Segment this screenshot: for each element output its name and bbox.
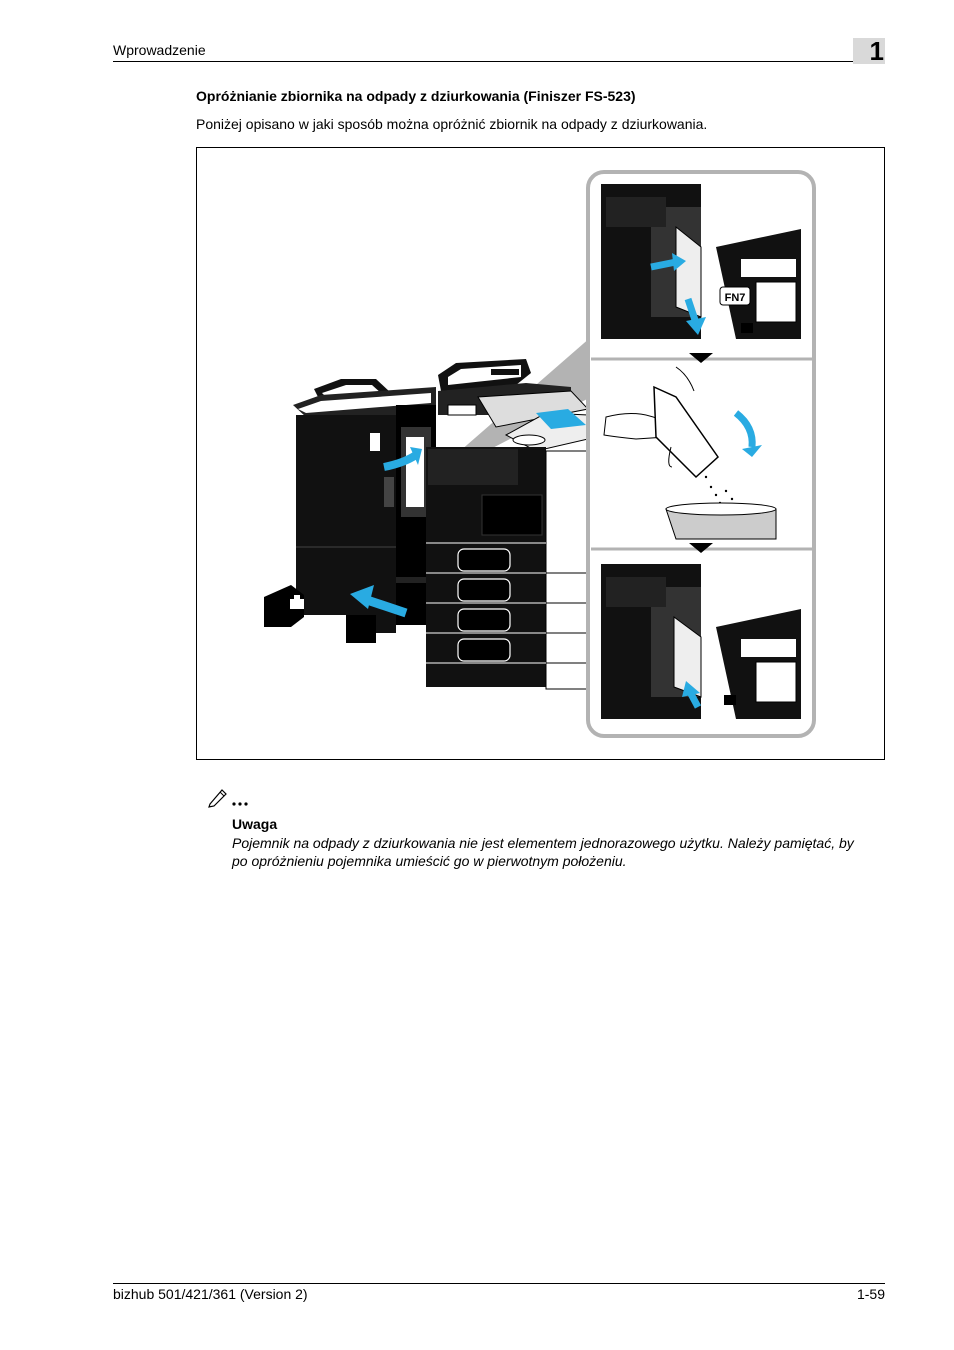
footer-rule bbox=[113, 1283, 885, 1284]
procedure-illustration bbox=[196, 147, 885, 760]
note-title: Uwaga bbox=[232, 816, 278, 832]
note-text bbox=[232, 834, 892, 870]
fn7-callout-label: FN7 bbox=[724, 292, 746, 304]
note-pencil-icon bbox=[208, 786, 250, 808]
page-number: 1-59 bbox=[856, 1286, 885, 1302]
running-header: Wprowadzenie bbox=[113, 42, 206, 58]
note-line-1: Pojemnik na odpady z dziurkowania nie jest elementem jednorazowego użytku. Należy pamiętać, by bbox=[232, 835, 854, 851]
section-title: Opróżnianie zbiornika na odpady z dziurkowania (Finiszer FS-523) bbox=[196, 88, 636, 104]
note-line-2: po opróżnieniu pojemnika umieścić go w pierwotnym położeniu. bbox=[232, 853, 627, 869]
chapter-number: 1 bbox=[853, 38, 885, 64]
footer-product: bizhub 501/421/361 (Version 2) bbox=[113, 1286, 308, 1302]
intro-paragraph: Poniżej opisano w jaki sposób można opróżnić zbiornik na odpady z dziurkowania. bbox=[196, 116, 708, 132]
header-rule bbox=[113, 61, 885, 62]
machine-illustration bbox=[264, 359, 588, 689]
